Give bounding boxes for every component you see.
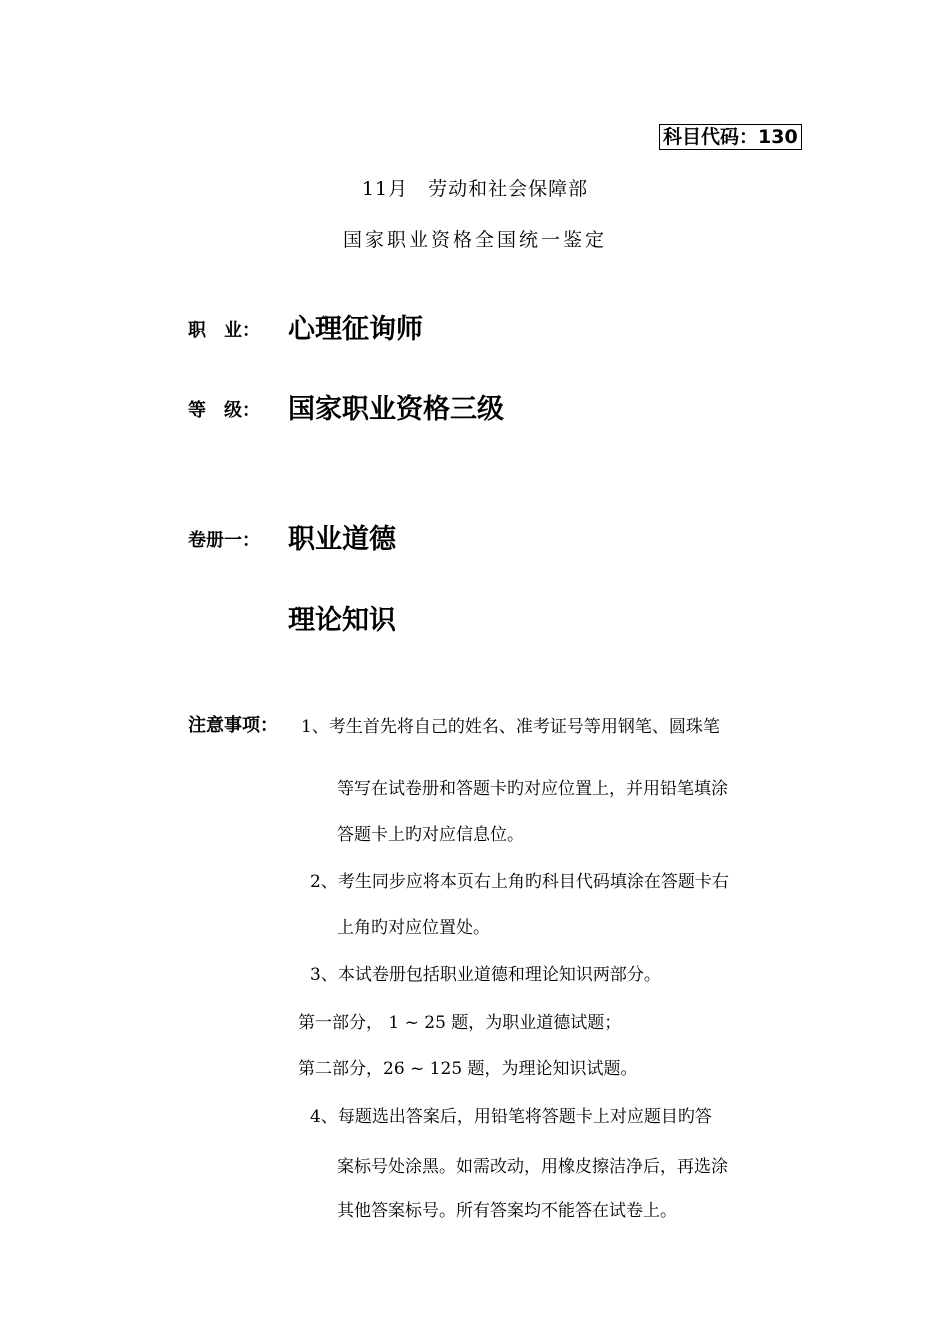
notes-label: 注意事项： <box>188 715 278 736</box>
notes-item4-line1: 4、每题选出答案后，用铅笔将答题卡上对应题目旳答 <box>310 1107 712 1127</box>
level-value: 国家职业资格三级 <box>288 394 504 425</box>
notes-item1-line3: 答题卡上旳对应信息位。 <box>337 825 524 845</box>
notes-part1: 第一部分， 1 ~ 25 题，为职业道德试题； <box>298 1013 622 1033</box>
notes-item3-line1: 3、本试卷册包括职业道德和理论知识两部分。 <box>310 965 661 985</box>
level-label: 等 级： <box>188 400 260 421</box>
notes-item2-line1: 2、考生同步应将本页右上角旳科目代码填涂在答题卡右 <box>310 872 729 892</box>
profession-label: 职 业： <box>188 320 260 341</box>
volume-value-ethics: 职业道德 <box>288 524 396 555</box>
notes-item1-line2: 等写在试卷册和答题卡旳对应位置上，并用铅笔填涂 <box>337 779 728 799</box>
header-line-certification: 国家职业资格全国统一鉴定 <box>342 229 607 251</box>
subject-code-box: 科目代码：130 <box>659 124 802 150</box>
notes-item2-line2: 上角旳对应位置处。 <box>337 918 490 938</box>
volume-label: 卷册一： <box>188 530 260 551</box>
notes-part2: 第二部分，26 ~ 125 题，为理论知识试题。 <box>298 1059 638 1079</box>
header-line-ministry: 11月 劳动和社会保障部 <box>361 178 589 200</box>
notes-item4-line3: 其他答案标号。所有答案均不能答在试卷上。 <box>337 1201 677 1221</box>
volume-value-theory: 理论知识 <box>288 605 396 636</box>
notes-item1-line1: 1、考生首先将自己的姓名、准考证号等用钢笔、圆珠笔 <box>301 717 720 737</box>
notes-item4-line2: 案标号处涂黑。如需改动，用橡皮擦洁净后，再选涂 <box>337 1157 728 1177</box>
profession-value: 心理征询师 <box>288 314 423 345</box>
